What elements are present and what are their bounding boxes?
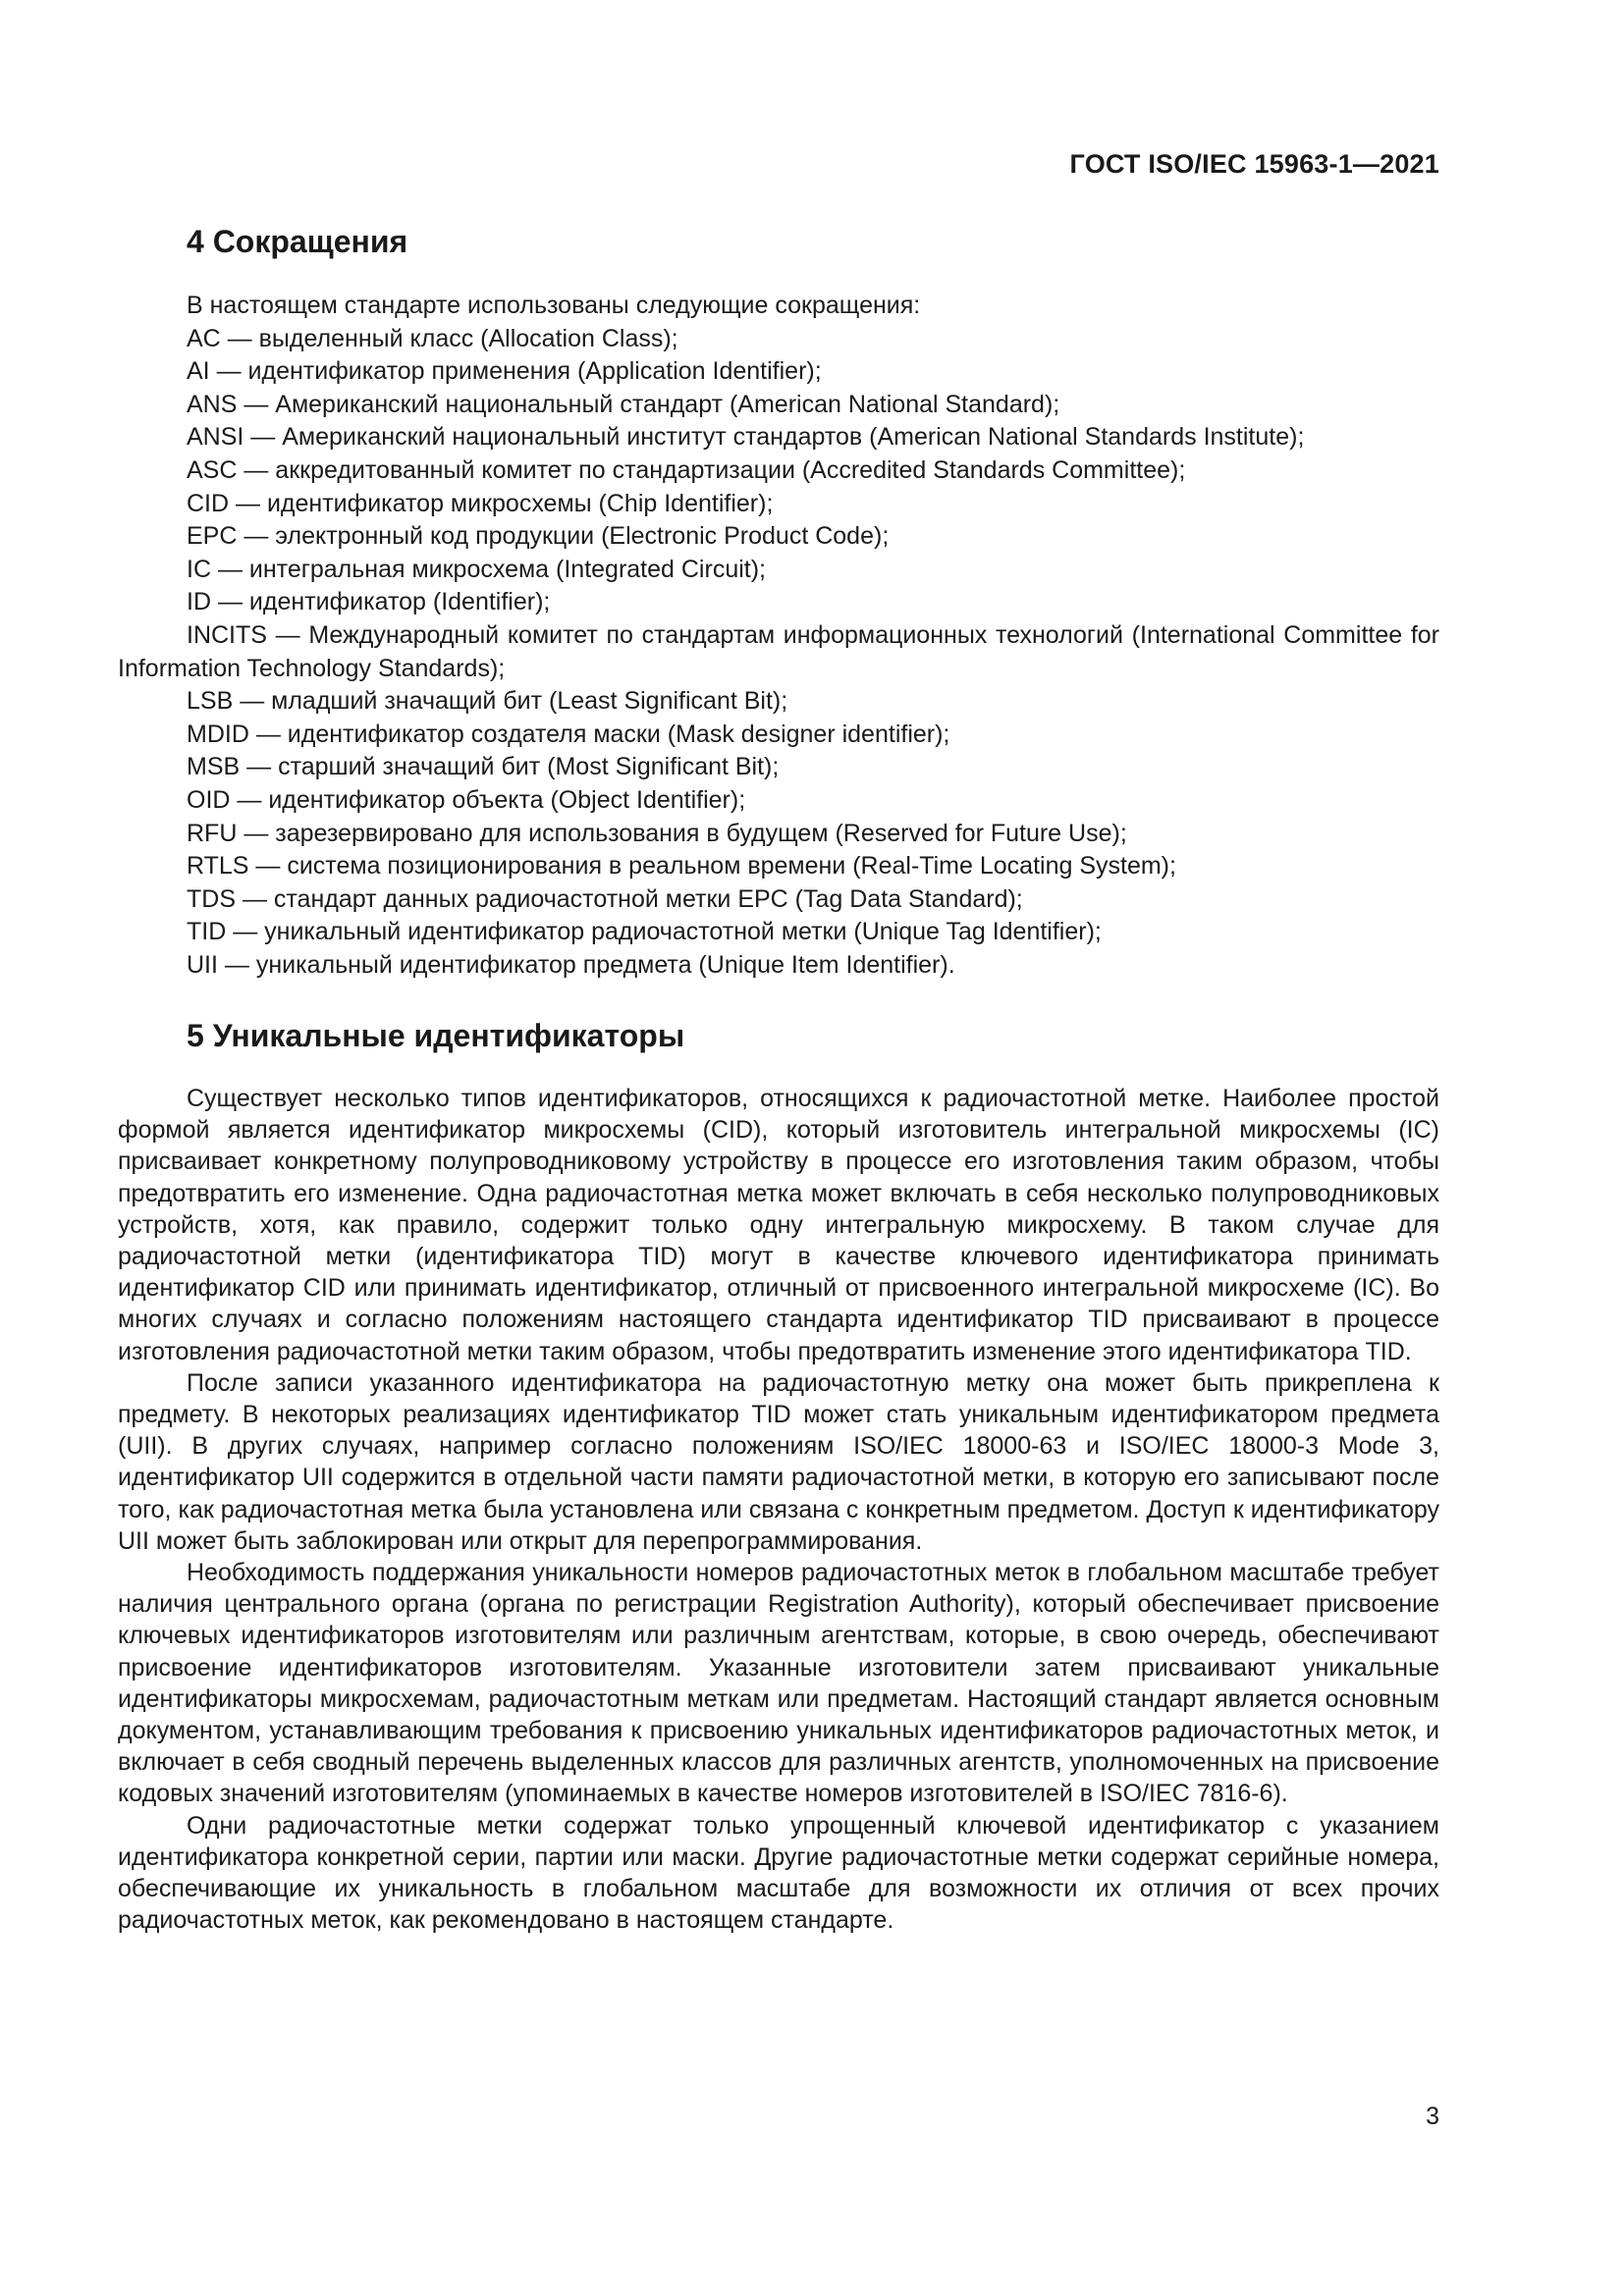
body-paragraph: Одни радиочастотные метки содержат только упрощенный ключевой идентификатор с указанием идентификатора конкретной серии, партии или маски. Другие радиочастотные метки содержат серийные номера, обеспечивающие их уникальность в глобальном масштабе для возможности их отличия от всех прочих радиочастотных меток, как рекомендовано в настоящем стандарте.: [118, 1811, 1439, 1935]
abbreviation-item: RFU — зарезервировано для использования в будущем (Reserved for Future Use);: [187, 819, 1127, 847]
body-paragraph: Существует несколько типов идентификаторов, относящихся к радиочастотной метке. Наиболее простой формой является идентификатор микросхемы (CID), который изготовитель интегральной микросхемы (IC) присваивает конкретному полупроводниковому устройству в процессе его изготовления таким образом, чтобы предотвратить его изменение. Одна радиочастотная метка может включать в себя несколько полупроводниковых устройств, хотя, как правило, содержит только одну интегральную микросхему. В таком случае для радиочастотной метки (идентификатора TID) могут в качестве ключевого идентификатора принимать идентификатор CID или принимать идентификатор, отличный от присвоенного интегральной микросхеме (IC). Во многих случаях и согласно положениям настоящего стандарта идентификатор TID присваивают в процессе изготовления радиочастотной метки таким образом, чтобы предотвратить изменение этого идентификатора TID.: [118, 1085, 1439, 1365]
abbreviation-item: TID — уникальный идентификатор радиочастотной метки (Unique Tag Identifier);: [187, 918, 1102, 946]
section-5-body: [118, 1083, 1439, 1936]
page-number: 3: [1426, 2103, 1439, 2130]
document-header: ГОСТ ISO/IEC 15963-1—2021: [1069, 149, 1439, 179]
abbreviation-item: ID — идентификатор (Identifier);: [187, 588, 551, 616]
body-paragraph: Необходимость поддержания уникальности номеров радиочастотных меток в глобальном масштабе требует наличия центрального органа (органа по регистрации Registration Authority), который обеспечивает присвоение ключевых идентификаторов изготовителям или различным агентствам, которые, в свою очередь, обеспечивают присвоение идентификаторов изготовителям. Указанные изготовители затем присваивают уникальные идентификаторы микросхемам, радиочастотным меткам или предметам. Настоящий стандарт является основным документом, устанавливающим требования к присвоению уникальных идентификаторов радиочастотных меток, и включает в себя сводный перечень выделенных классов для различных агентств, уполномоченных на присвоение кодовых значений изготовителям (упоминаемых в качестве номеров изготовителей в ISO/IEC 7816-6).: [118, 1559, 1439, 1808]
abbreviation-item: UII — уникальный идентификатор предмета (Unique Item Identifier).: [187, 950, 955, 979]
abbreviation-item: MSB — старший значащий бит (Most Significant Bit);: [187, 753, 780, 781]
abbreviation-item: CID — идентификатор микросхемы (Chip Identifier);: [187, 489, 774, 517]
abbreviation-item: MDID — идентификатор создателя маски (Mask designer identifier);: [187, 720, 950, 748]
abbreviations-intro: В настоящем стандарте использованы следующие сокращения:: [187, 292, 921, 319]
abbreviation-item: INCITS — Международный комитет по стандартам информационных технологий (International Committee for Information Technology Standards);: [118, 620, 1439, 682]
abbreviation-item: AC — выделенный класс (Allocation Class);: [187, 324, 678, 352]
abbreviation-item: ASC — аккредитованный комитет по стандартизации (Accredited Standards Committee);: [187, 455, 1186, 484]
abbreviation-item: EPC — электронный код продукции (Electronic Product Code);: [187, 522, 890, 551]
section-4-heading: 4 Сокращения: [187, 224, 408, 259]
abbreviation-item: ANS — Американский национальный стандарт (American National Standard);: [187, 390, 1060, 418]
abbreviation-item: RTLS — система позиционирования в реальном времени (Real-Time Locating System);: [187, 852, 1176, 881]
abbreviation-item: ANSI — Американский национальный институт стандартов (American National Standards Institute);: [187, 423, 1305, 452]
abbreviation-item: OID — идентификатор объекта (Object Identifier);: [187, 785, 746, 814]
section-5-heading: 5 Уникальные идентификаторы: [187, 1018, 685, 1053]
body-paragraph: После записи указанного идентификатора на радиочастотную метку она может быть прикреплена к предмету. В некоторых реализациях идентификатор TID может стать уникальным идентификатором предмета (UII). В других случаях, например согласно положениям ISO/IEC 18000-63 и ISO/IEC 18000-3 Mode 3, идентификатор UII содержится в отдельной части памяти радиочастотной метки, в которую его записывают после того, как радиочастотная метка была установлена или связана с конкретным предметом. Доступ к идентификатору UII может быть заблокирован или открыт для перепрограммирования.: [118, 1368, 1439, 1555]
abbreviation-item: TDS — стандарт данных радиочастотной метки EPC (Tag Data Standard);: [187, 884, 1023, 913]
abbreviation-item: LSB — младший значащий бит (Least Significant Bit);: [187, 687, 788, 716]
abbreviation-item: AI — идентификатор применения (Application Identifier);: [187, 357, 822, 386]
abbreviations-list: [118, 290, 1439, 982]
abbreviation-item: IC — интегральная микросхема (Integrated Circuit);: [187, 555, 766, 583]
